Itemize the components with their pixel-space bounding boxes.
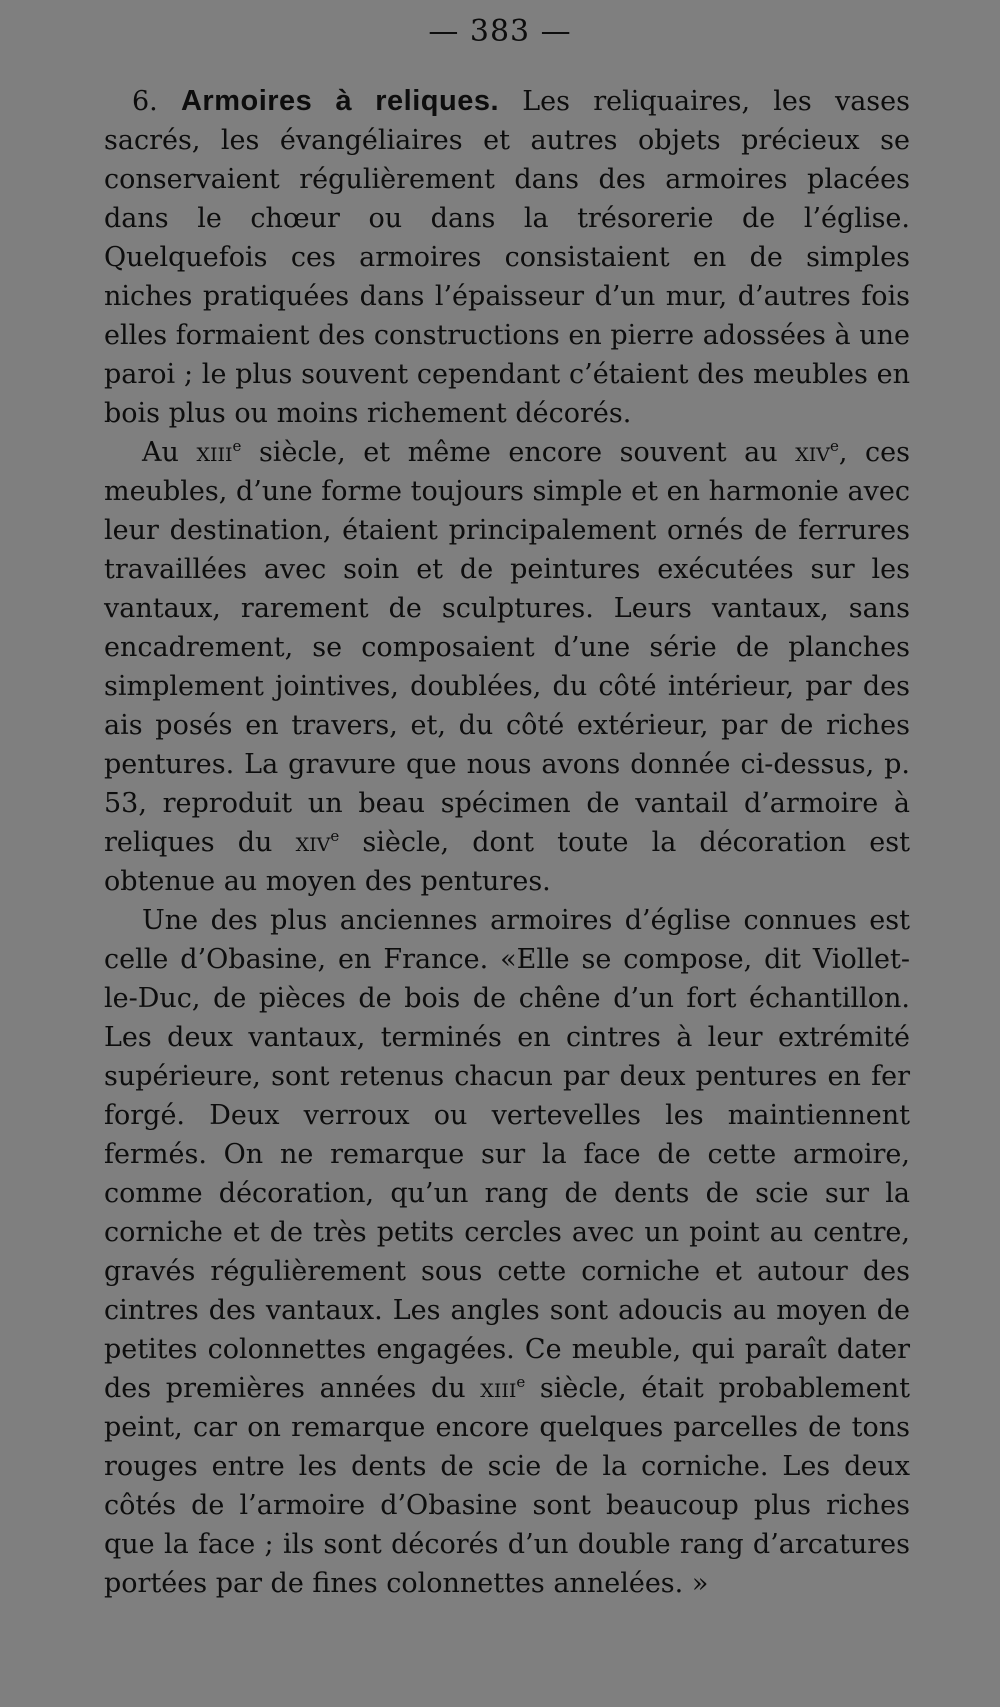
page-number: — 383 — (428, 14, 572, 49)
paragraph-text: siècle, et même encore souvent au (241, 437, 796, 468)
paragraph-obasine (104, 901, 910, 1603)
paragraph-text: Au (142, 437, 197, 468)
paragraph-text: siècle, dont toute la décoration est obtenue au moyen des pentures. (104, 827, 910, 897)
century-numeral: xiii (196, 437, 233, 468)
century-superscript: e (232, 437, 242, 455)
paragraph-text: Les reliquaires, les vases sacrés, les évangéliaires et autres objets précieux se conservaient régulièrement dans des armoires placées dans le chœur ou dans la trésorerie de l’église. Quelquefois ces armoires consistaient en de simples niches pratiquées dans l’épaisseur d’un mur, d’autres fois elles formaient des constructions en pierre adossées à une paroi ; le plus souvent cependant c’étaient des meubles en bois plus ou moins richement décorés. (104, 86, 910, 429)
century-superscript: e (829, 437, 839, 455)
paragraph-thirteenth-century (104, 433, 910, 901)
century-numeral: xiii (480, 1373, 517, 1404)
century-numeral: xiv (295, 827, 331, 858)
body-text (104, 82, 910, 1603)
paragraph-text: , ces meubles, d’une forme toujours simple et en harmonie avec leur destination, étaient principalement ornés de ferrures travaillées avec soin et de peintures exécutées sur les vantaux, rarement de sculptures. Leurs vantaux, sans encadrement, se composaient d’une série de planches simplement jointives, doublées, du côté intérieur, par des ais posés en travers, et, du côté extérieur, par de riches pentures. La gravure que nous avons donnée ci-dessus, p. 53, reproduit un beau spécimen de vantail d’armoire à reliques du (104, 437, 910, 858)
century-superscript: e (330, 827, 340, 845)
section-number: 6. (132, 86, 181, 117)
paragraph-text: siècle, était probablement peint, car on remarque encore quelques parcelles de tons rouges entre les dents de scie de la corniche. Les deux côtés de l’armoire d’Obasine sont beaucoup plus riches que la face ; ils sont décorés d’un double rang d’arcatures portées par de fines colonnettes annelées. » (104, 1373, 910, 1599)
century-numeral: xiv (795, 437, 830, 468)
paragraph-text: Une des plus anciennes armoires d’église connues est celle d’Obasine, en France. «Elle se compose, dit Viollet-le-Duc, de pièces de bois de chêne d’un fort échantillon. Les deux vantaux, terminés en cintres à leur extrémité supérieure, sont retenus chacun par deux pentures en fer forgé. Deux verroux ou vertevelles les maintiennent fermés. On ne remarque sur la face de cette armoire, comme décoration, qu’un rang de dents de scie sur la corniche et de très petits cercles avec un point au centre, gravés régulièrement sous cette corniche et autour des cintres des vantaux. Les angles sont adoucis au moyen de petites colonnettes engagées. Ce meuble, qui paraît dater des premières années du (104, 905, 910, 1404)
section-heading: Armoires à reliques. (180, 85, 500, 117)
paragraph-armoires-intro (104, 82, 910, 433)
century-superscript: e (516, 1373, 526, 1391)
